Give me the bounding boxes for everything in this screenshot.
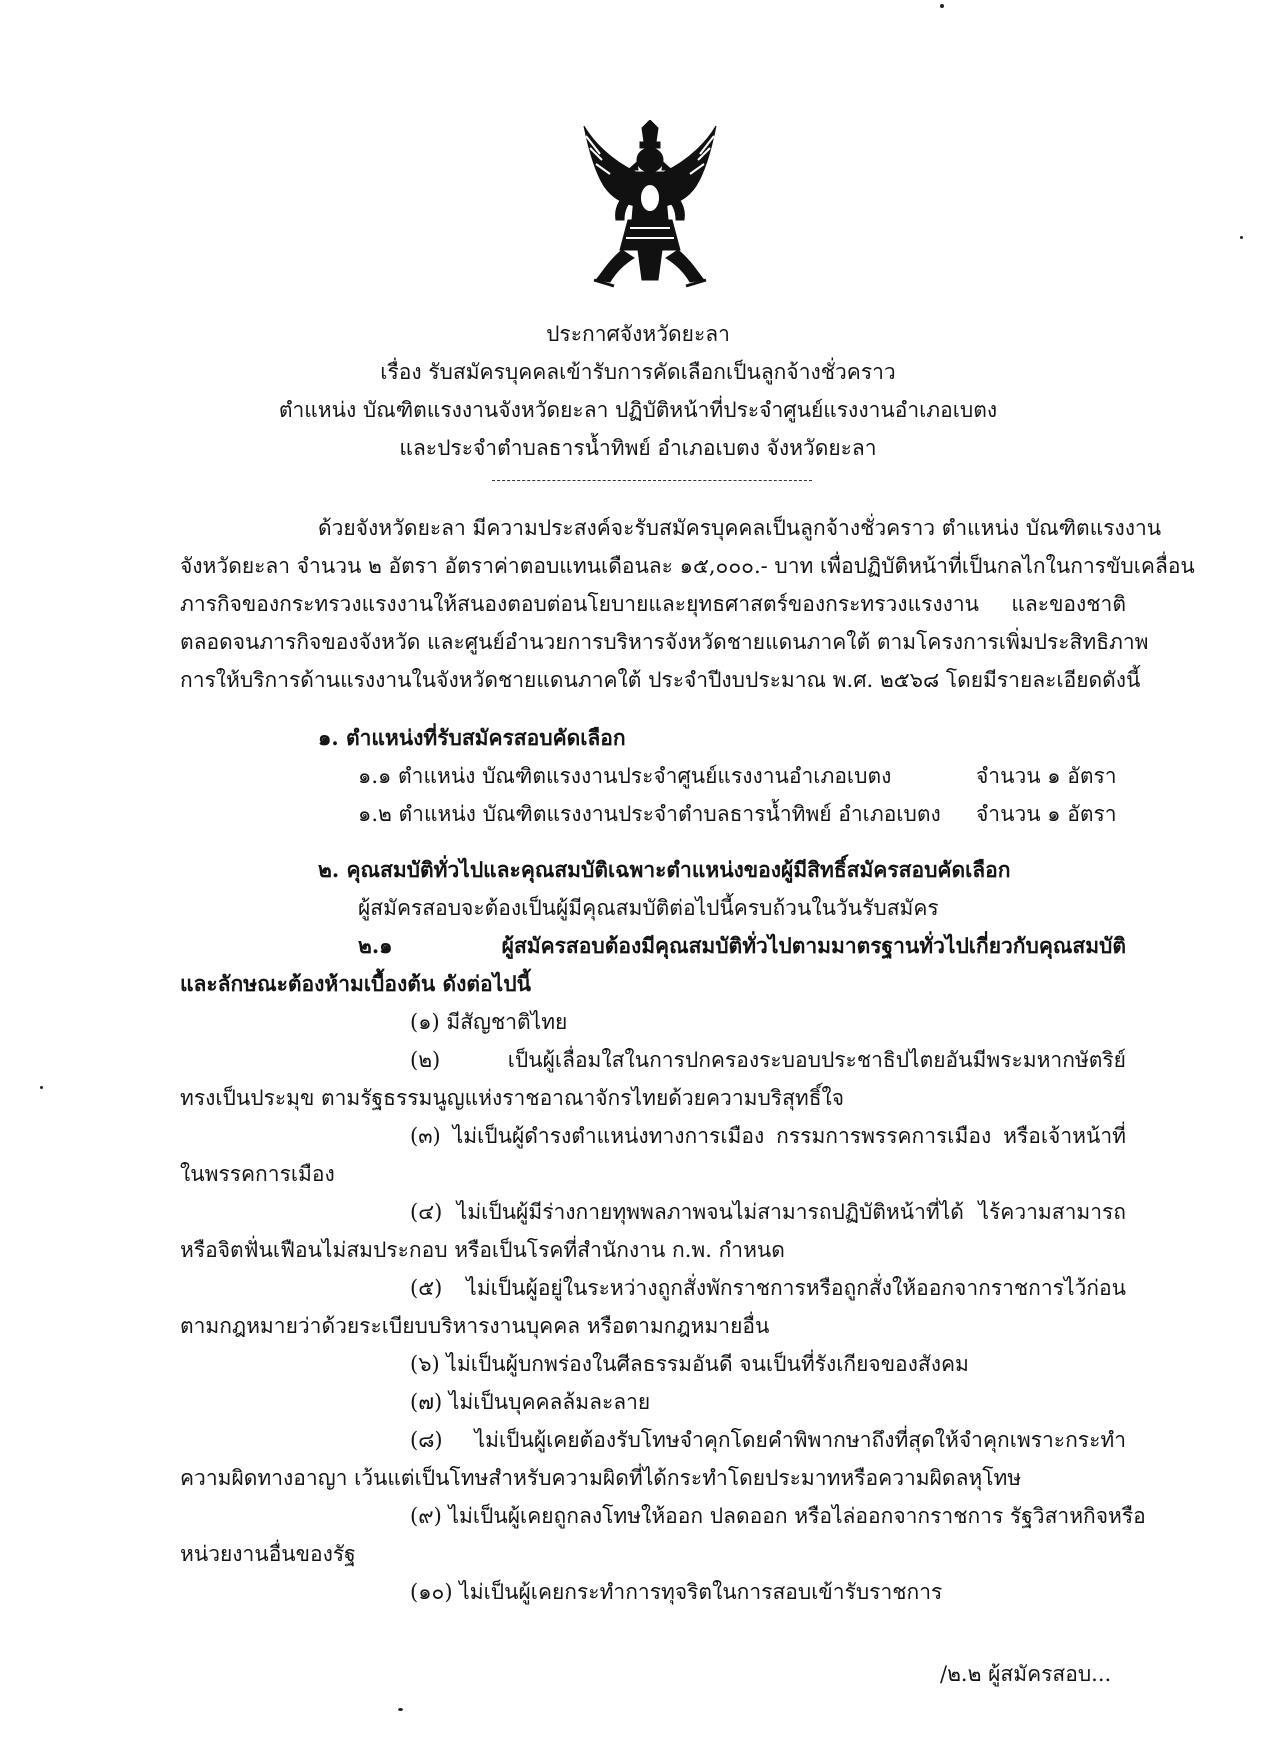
page-continuation: /๒.๒ ผู้สมัครสอบ... bbox=[940, 1662, 1112, 1686]
announcement-location: และประจำตำบลธารน้ำทิพย์ อำเภอเบตง จังหวัดยะลา bbox=[399, 436, 877, 460]
qualification-3-line-1: (๓) ไม่เป็นผู้ดำรงตำแหน่งทางการเมือง กรรมการพรรคการเมือง หรือเจ้าหน้าที่ bbox=[410, 1124, 1126, 1148]
section2-heading: ๒. คุณสมบัติทั่วไปและคุณสมบัติเฉพาะตำแหน่งของผู้มีสิทธิ์สมัครสอบคัดเลือก bbox=[318, 857, 1011, 882]
qualification-7: (๗) ไม่เป็นบุคคลล้มละลาย bbox=[410, 1390, 651, 1414]
announcement-subject: เรื่อง รับสมัครบุคคลเข้ารับการคัดเลือกเป็นลูกจ้างชั่วคราว bbox=[380, 360, 896, 384]
section1-item-2-count: จำนวน ๑ อัตรา bbox=[976, 802, 1117, 826]
qualification-1: (๑) มีสัญชาติไทย bbox=[410, 1010, 568, 1034]
intro-line-3: ภารกิจของกระทรวงแรงงานให้สนองตอบต่อนโยบายและยุทธศาสตร์ของกระทรวงแรงงาน และของชาติ bbox=[180, 592, 1126, 616]
scan-speck bbox=[398, 1708, 403, 1711]
qualification-3-line-2: ในพรรคการเมือง bbox=[180, 1162, 335, 1186]
intro-line-1: ด้วยจังหวัดยะลา มีความประสงค์จะรับสมัครบุคคลเป็นลูกจ้างชั่วคราว ตำแหน่ง บัณฑิตแรงงาน bbox=[318, 516, 1162, 540]
section2-1-line-1: ๒.๑ ผู้สมัครสอบต้องมีคุณสมบัติทั่วไปตามมาตรฐานทั่วไปเกี่ยวกับคุณสมบัติ bbox=[358, 933, 1126, 958]
qualification-8-line-2: ความผิดทางอาญา เว้นแต่เป็นโทษสำหรับความผิดที่ได้กระทำโดยประมาทหรือความผิดลหุโทษ bbox=[180, 1466, 1022, 1490]
qualification-2-line-1: (๒) เป็นผู้เลื่อมใสในการปกครองระบอบประชาธิปไตยอันมีพระมหากษัตริย์ bbox=[410, 1048, 1126, 1072]
section1-item-2-label: ๑.๒ ตำแหน่ง บัณฑิตแรงงานประจำตำบลธารน้ำทิพย์ อำเภอเบตง bbox=[358, 802, 941, 826]
qualification-10: (๑๐) ไม่เป็นผู้เคยกระทำการทุจริตในการสอบเข้ารับราชการ bbox=[410, 1580, 943, 1604]
announcement-position: ตำแหน่ง บัณฑิตแรงงานจังหวัดยะลา ปฏิบัติหน้าที่ประจำศูนย์แรงงานอำเภอเบตง bbox=[278, 398, 998, 422]
scan-speck bbox=[1240, 236, 1243, 239]
qualification-4-line-2: หรือจิตฟั่นเฟือนไม่สมประกอบ หรือเป็นโรคที่สำนักงาน ก.พ. กำหนด bbox=[180, 1238, 785, 1262]
garuda-emblem-icon bbox=[580, 120, 720, 290]
section1-item-1-label: ๑.๑ ตำแหน่ง บัณฑิตแรงงานประจำศูนย์แรงงานอำเภอเบตง bbox=[358, 764, 892, 788]
qualification-5-line-1: (๕) ไม่เป็นผู้อยู่ในระหว่างถูกสั่งพักราชการหรือถูกสั่งให้ออกจากราชการไว้ก่อน bbox=[410, 1276, 1126, 1300]
section1-heading: ๑. ตำแหน่งที่รับสมัครสอบคัดเลือก bbox=[318, 725, 626, 750]
announcement-title: ประกาศจังหวัดยะลา bbox=[546, 322, 730, 346]
section2-1-line-2: และลักษณะต้องห้ามเบื้องต้น ดังต่อไปนี้ bbox=[180, 971, 531, 996]
qualification-2-line-2: ทรงเป็นประมุข ตามรัฐธรรมนูญแห่งราชอาณาจักรไทยด้วยความบริสุทธิ์ใจ bbox=[180, 1086, 845, 1110]
intro-line-2: จังหวัดยะลา จำนวน ๒ อัตรา อัตราค่าตอบแทนเดือนละ ๑๕,๐๐๐.- บาท เพื่อปฏิบัติหน้าที่เป็นกลไกในการขับเคลื่อน bbox=[180, 554, 1195, 578]
qualification-9-line-2: หน่วยงานอื่นของรัฐ bbox=[180, 1542, 356, 1566]
scan-speck bbox=[940, 4, 944, 8]
intro-line-5: การให้บริการด้านแรงงานในจังหวัดชายแดนภาคใต้ ประจำปีงบประมาณ พ.ศ. ๒๕๖๘ โดยมีรายละเอียดดังนี้ bbox=[180, 668, 1141, 692]
qualification-9-line-1: (๙) ไม่เป็นผู้เคยถูกลงโทษให้ออก ปลดออก หรือไล่ออกจากราชการ รัฐวิสาหกิจหรือ bbox=[410, 1504, 1146, 1528]
section1-item-1-count: จำนวน ๑ อัตรา bbox=[976, 764, 1117, 788]
qualification-6: (๖) ไม่เป็นผู้บกพร่องในศีลธรรมอันดี จนเป็นที่รังเกียจของสังคม bbox=[410, 1352, 969, 1376]
scan-speck bbox=[40, 1086, 43, 1089]
title-divider bbox=[492, 480, 812, 481]
qualification-4-line-1: (๔) ไม่เป็นผู้มีร่างกายทุพพลภาพจนไม่สามารถปฏิบัติหน้าที่ได้ ไร้ความสามารถ bbox=[410, 1200, 1126, 1224]
qualification-8-line-1: (๘) ไม่เป็นผู้เคยต้องรับโทษจำคุกโดยคำพิพากษาถึงที่สุดให้จำคุกเพราะกระทำ bbox=[410, 1428, 1126, 1452]
section2-intro: ผู้สมัครสอบจะต้องเป็นผู้มีคุณสมบัติต่อไปนี้ครบถ้วนในวันรับสมัคร bbox=[358, 896, 939, 920]
qualification-5-line-2: ตามกฎหมายว่าด้วยระเบียบบริหารงานบุคคล หรือตามกฎหมายอื่น bbox=[180, 1314, 770, 1338]
intro-line-4: ตลอดจนภารกิจของจังหวัด และศูนย์อำนวยการบริหารจังหวัดชายแดนภาคใต้ ตามโครงการเพิ่มประสิทธิภาพ bbox=[180, 630, 1149, 654]
